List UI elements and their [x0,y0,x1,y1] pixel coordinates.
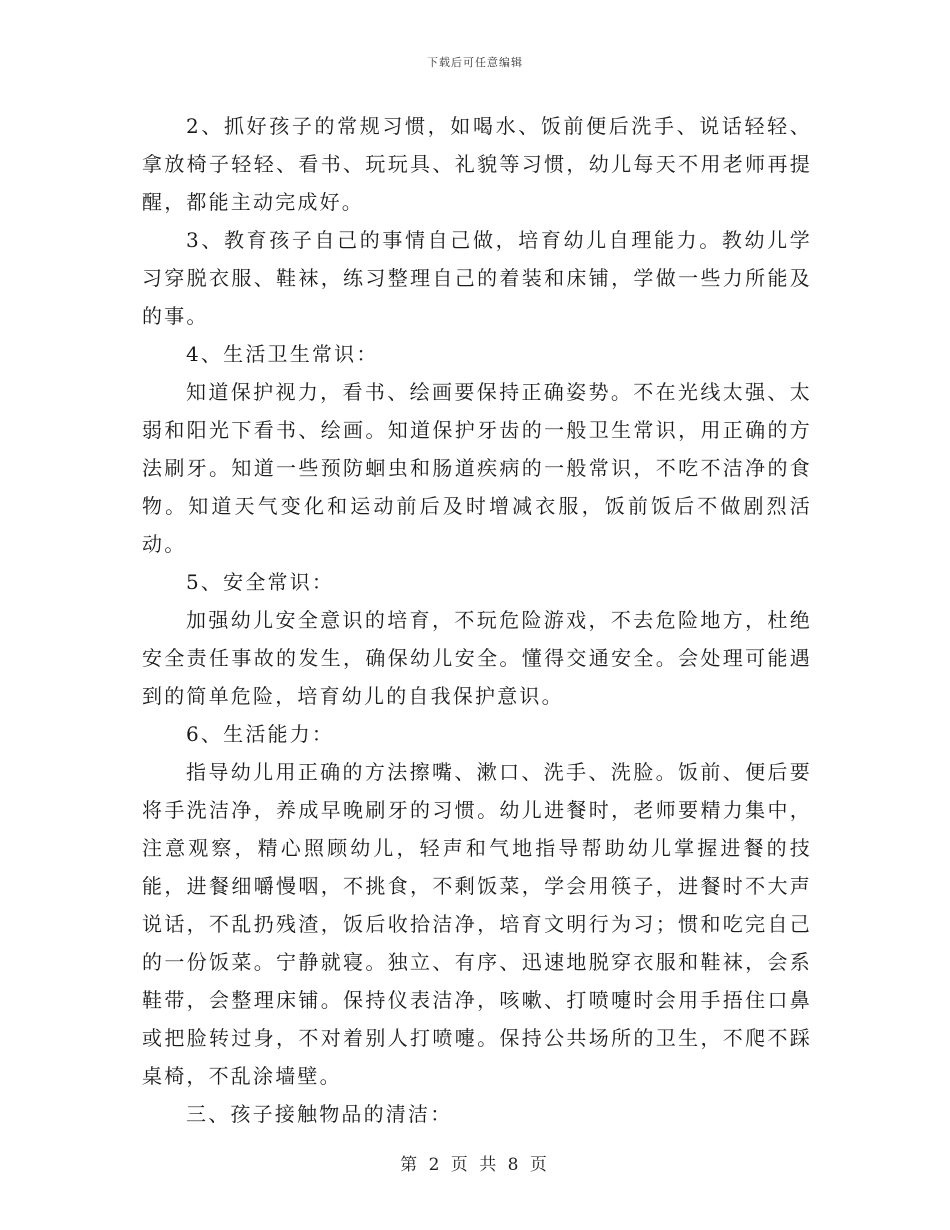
page-number: 第 2 页 共 8 页 [400,1155,550,1175]
page-header: 下载后可任意编辑 [427,56,523,69]
paragraph-hygiene: 知道保护视力，看书、绘画要保持正确姿势。不在光线太强、太弱和阳光下看书、绘画。知道保护牙齿的一般卫生常识，用正确的方法刷牙。知道一些预防蛔虫和肠道疾病的一般常识，不吃不洁净的食物。知道天气变化和运动前后及时增减衣服，饭前饭后不做剧烈活动。 [142,380,812,556]
heading-cleaning: 三、孩子接触物品的清洁： [186,1102,453,1126]
heading-life-skills: 6、生活能力： [186,722,335,746]
heading-hygiene: 4、生活卫生常识： [186,342,379,366]
document-body [142,107,812,1133]
paragraph-self-care: 3、教育孩子自己的事情自己做，培育幼儿自理能力。教幼儿学习穿脱衣服、鞋袜，练习整理自己的着装和床铺，学做一些力所能及的事。 [142,228,812,328]
heading-safety: 5、安全常识： [186,570,335,594]
paragraph-safety: 加强幼儿安全意识的培育，不玩危险游戏，不去危险地方，杜绝安全责任事故的发生，确保幼儿安全。懂得交通安全。会处理可能遇到的简单危险，培育幼儿的自我保护意识。 [142,608,812,708]
paragraph-habits: 2、抓好孩子的常规习惯，如喝水、饭前便后洗手、说话轻轻、拿放椅子轻轻、看书、玩玩具、礼貌等习惯，幼儿每天不用老师再提醒，都能主动完成好。 [142,114,812,214]
paragraph-life-skills: 指导幼儿用正确的方法擦嘴、漱口、洗手、洗脸。饭前、便后要将手洗洁净，养成早晚刷牙的习惯。幼儿进餐时，老师要精力集中，注意观察，精心照顾幼儿，轻声和气地指导帮助幼儿掌握进餐的技能，进餐细嚼慢咽，不挑食，不剩饭菜，学会用筷子，进餐时不大声说话，不乱扔残渣，饭后收拾洁净，培育文明行为习；惯和吃完自己的一份饭菜。宁静就寝。独立、有序、迅速地脱穿衣服和鞋袜，会系鞋带，会整理床铺。保持仪表洁净，咳嗽、打喷嚏时会用手捂住口鼻或把脸转过身，不对着别人打喷嚏。保持公共场所的卫生，不爬不踩桌椅，不乱涂墙壁。 [142,760,812,1088]
